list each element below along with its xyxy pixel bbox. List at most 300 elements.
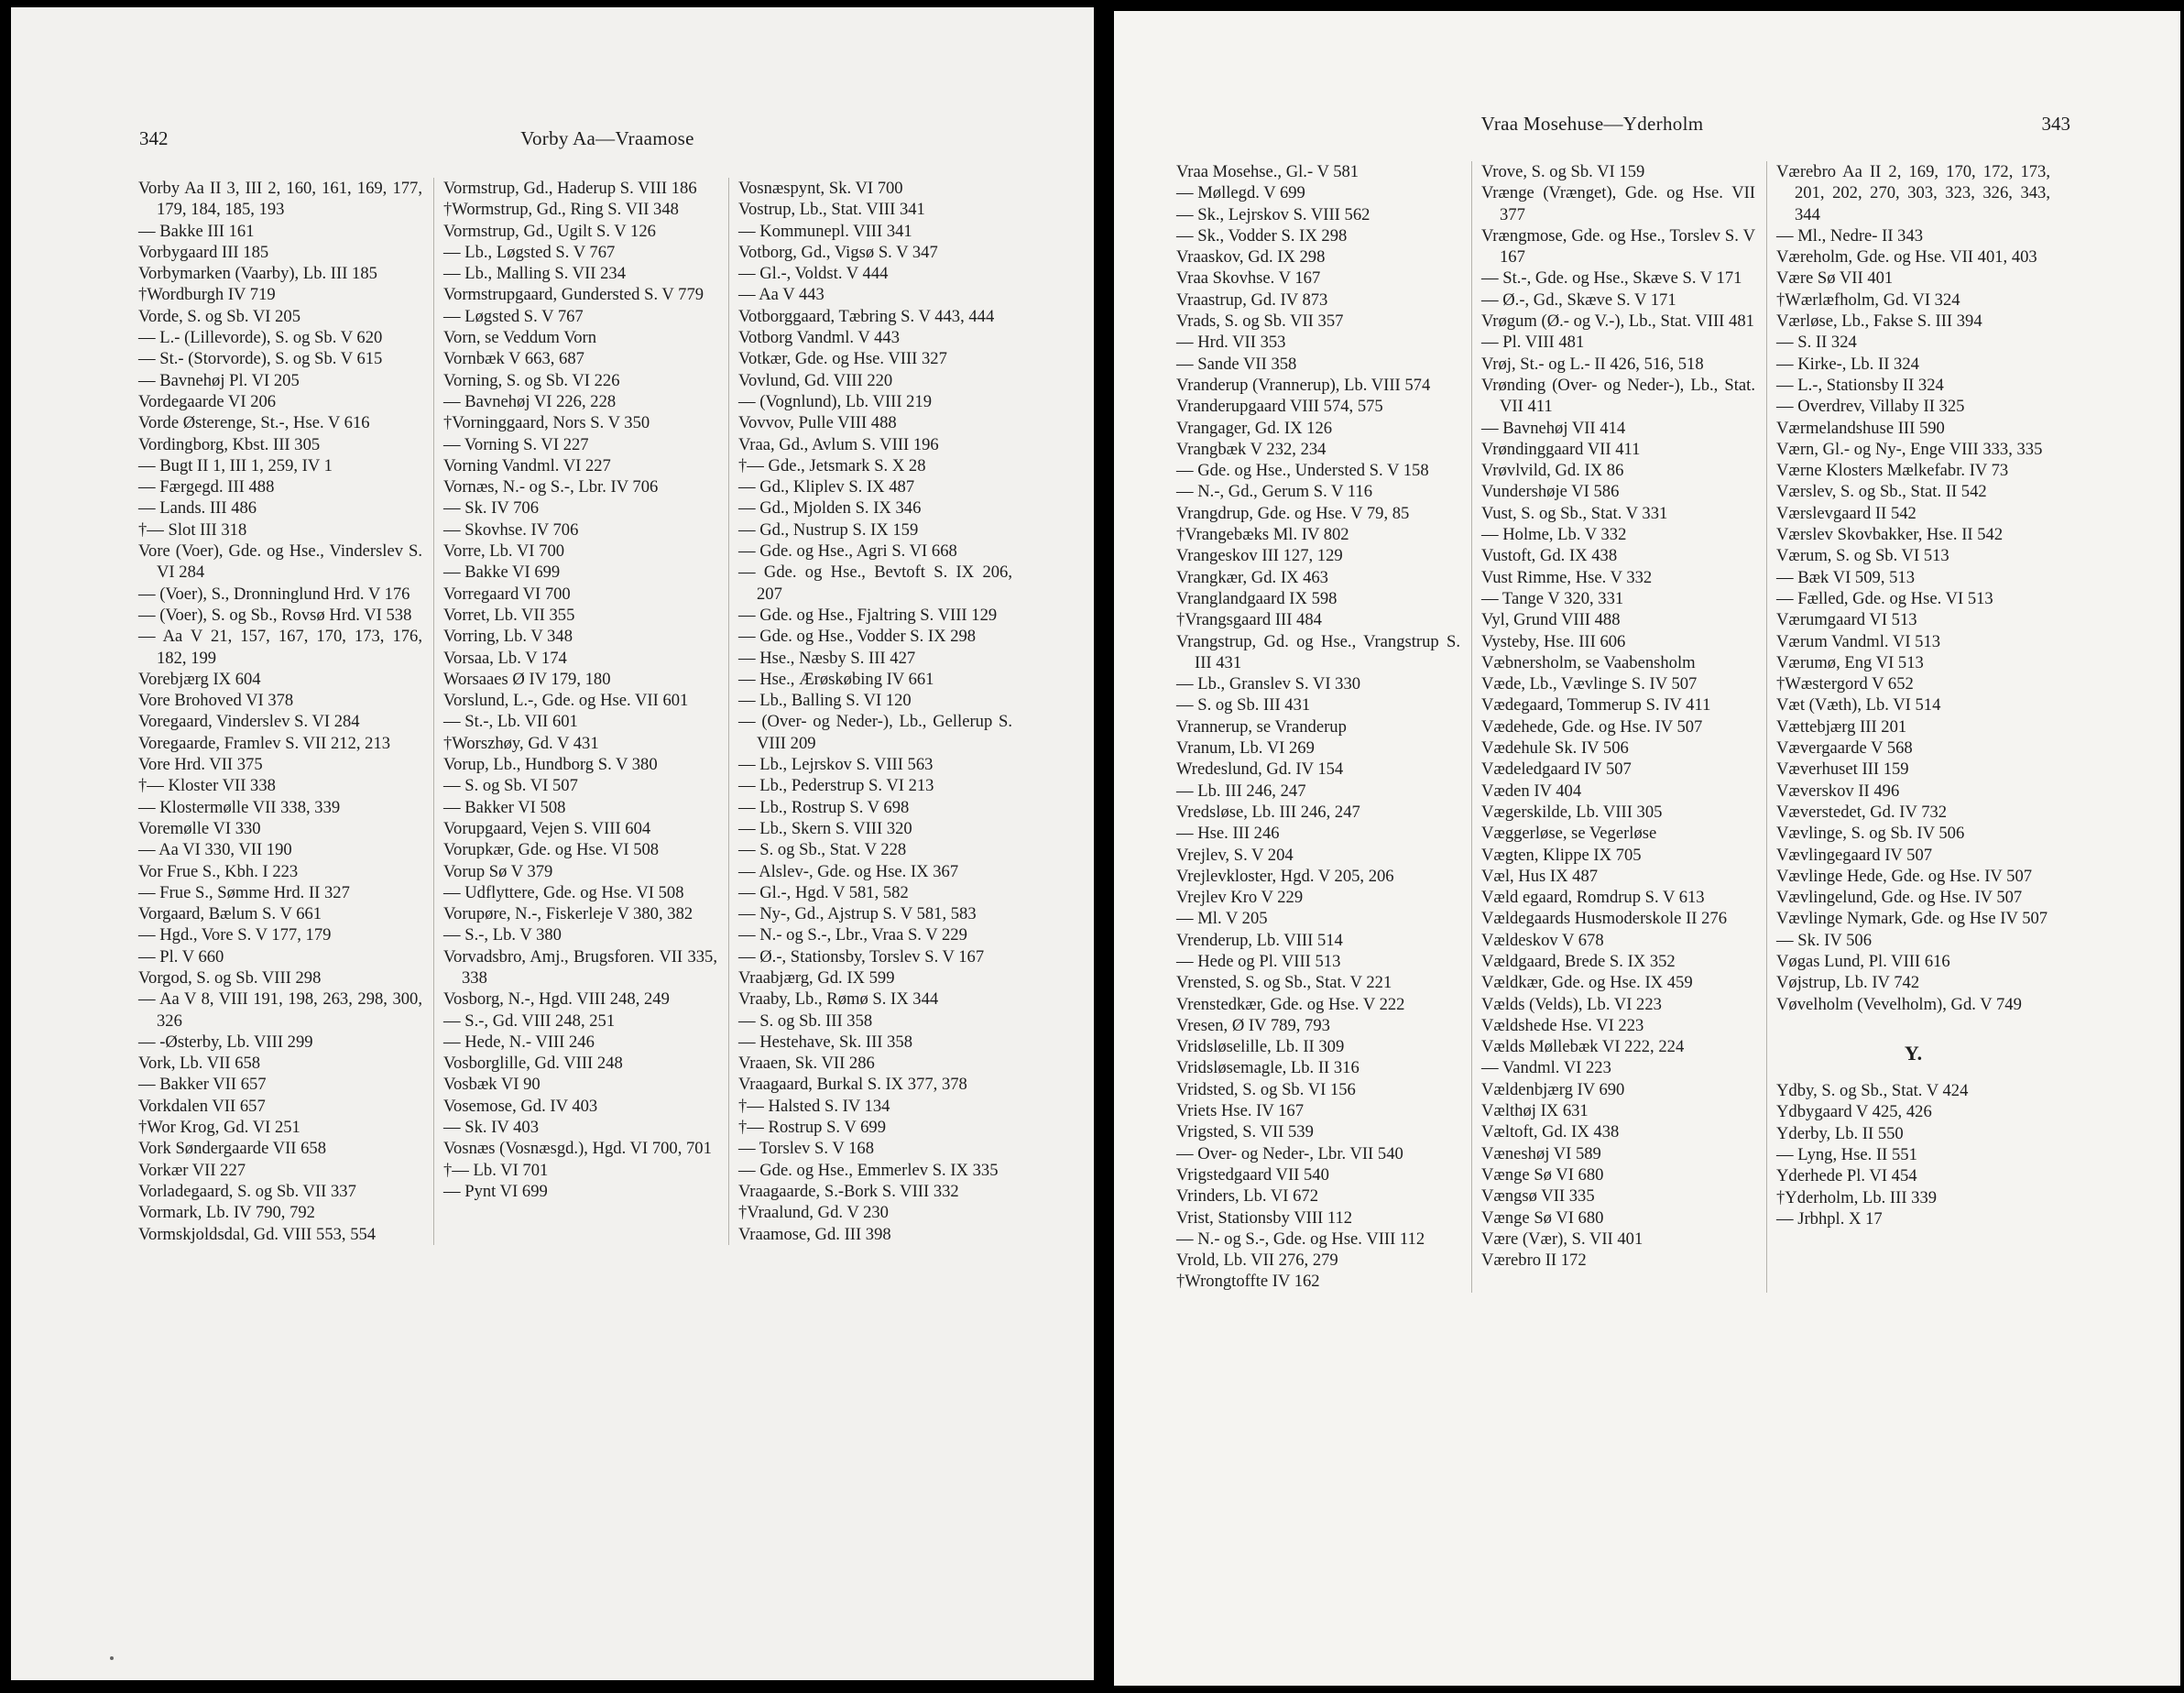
index-entry: Vævergaarde V 568 — [1776, 738, 1913, 759]
index-entry: — (Voer), S., Dronninglund Hrd. V 176 — [138, 584, 410, 604]
index-entry: Vrinders, Lb. VI 672 — [1176, 1186, 1319, 1207]
index-entry: — Lb., Pederstrup S. VI 213 — [738, 776, 934, 796]
index-entry: Vosnæs (Vosnæsgd.), Hgd. VI 700, 701 — [443, 1139, 712, 1159]
index-entry: Værebro II 172 — [1481, 1251, 1587, 1271]
running-title: Vorby Aa—Vraamose — [520, 127, 694, 149]
index-entry: Vrøgum (Ø.- og V.-), Lb., Stat. VIII 481 — [1481, 311, 1754, 332]
index-entry: Væld egaard, Romdrup S. V 613 — [1481, 888, 1705, 908]
index-entry: Vorning, S. og Sb. VI 226 — [443, 370, 620, 390]
index-entry: Ydbygaard V 425, 426 — [1776, 1102, 1932, 1122]
index-entry: — Gd., Mjolden S. IX 346 — [738, 498, 922, 519]
index-entry: Vrigstedgaard VII 540 — [1176, 1164, 1329, 1185]
index-entry: Væt (Væth), Lb. VI 514 — [1776, 695, 1941, 715]
index-entry: Væverskov II 496 — [1776, 781, 1900, 801]
index-entry: Vævlingelund, Gde. og Hse. IV 507 — [1776, 888, 2023, 908]
index-column — [1471, 161, 1761, 1293]
index-entry: Vorslund, L.-, Gde. og Hse. VII 601 — [443, 691, 689, 711]
index-entry: — Holme, Lb. V 332 — [1481, 525, 1627, 545]
index-entry: Vøvelholm (Vevelholm), Gd. V 749 — [1776, 994, 2022, 1014]
index-entry: — Lb., Rostrup S. V 698 — [738, 797, 910, 817]
index-entry: — Frue S., Sømme Hrd. II 327 — [138, 882, 350, 902]
index-entry: — (Vognlund), Lb. VIII 219 — [738, 391, 933, 411]
index-entry: Vrøndinggaard VII 411 — [1481, 439, 1641, 459]
index-entry: Væbnersholm, se Vaabensholm — [1481, 652, 1696, 672]
index-entry: — S. og Sb. III 358 — [738, 1010, 873, 1031]
index-entry: Vægten, Klippe IX 705 — [1481, 845, 1642, 865]
index-entry: Værslev, S. og Sb., Stat. II 542 — [1776, 482, 1987, 502]
index-entry: Vrøvlvild, Gd. IX 86 — [1481, 461, 1624, 481]
index-entry: — Lb., Lejrskov S. VIII 563 — [738, 755, 934, 775]
index-entry: Vresen, Ø IV 789, 793 — [1176, 1015, 1330, 1035]
index-entry: Være (Vær), S. VII 401 — [1481, 1229, 1643, 1249]
index-entry: — Bakker VII 657 — [138, 1075, 267, 1095]
index-entry: Vorret, Lb. VII 355 — [443, 605, 575, 625]
index-entry: Vranglandgaard IX 598 — [1176, 588, 1338, 608]
index-entry: Vøgas Lund, Pl. VIII 616 — [1776, 951, 1950, 971]
index-entry: — Lb., Løgsted S. V 767 — [443, 242, 616, 262]
index-entry: — Lb., Granslev S. VI 330 — [1176, 674, 1361, 694]
index-entry: Votborg, Gd., Vigsø S. V 347 — [738, 242, 938, 262]
index-entry: Værslev Skovbakker, Hse. II 542 — [1776, 525, 2004, 545]
index-entry: — Hse. III 246 — [1176, 824, 1280, 844]
index-entry: †Vraalund, Gd. V 230 — [738, 1203, 889, 1223]
index-entry: †— Rostrup S. V 699 — [738, 1118, 887, 1138]
index-entry: Vridsted, S. og Sb. VI 156 — [1176, 1079, 1356, 1099]
index-entry: Vore Hrd. VII 375 — [138, 755, 263, 775]
index-entry: — Gl.-, Voldst. V 444 — [738, 264, 889, 284]
index-entry: — Pynt VI 699 — [443, 1181, 548, 1201]
index-entry: Vorning Vandml. VI 227 — [443, 455, 611, 475]
index-entry: Vrannerup, se Vranderup — [1176, 716, 1347, 737]
index-entry: †Worszhøy, Gd. V 431 — [443, 733, 599, 753]
index-entry: — Lb. III 246, 247 — [1176, 781, 1306, 801]
index-entry: Yderhede Pl. VI 454 — [1776, 1166, 1917, 1186]
index-entry: — Bakke III 161 — [138, 221, 255, 241]
index-entry: Vælthøj IX 631 — [1481, 1101, 1589, 1121]
index-columns — [1176, 161, 2056, 1293]
index-entry: Vævlingegaard IV 507 — [1776, 845, 1933, 865]
index-entry: Vædegaard, Tommerup S. IV 411 — [1481, 695, 1711, 715]
index-entry: — Ml. V 205 — [1176, 909, 1268, 929]
index-entry: Væltoft, Gd. IX 438 — [1481, 1122, 1620, 1142]
index-entry: Værn, Gl.- og Ny-, Enge VIII 333, 335 — [1776, 439, 2043, 459]
index-entry: Vorregaard VI 700 — [443, 584, 571, 604]
index-entry: — Hede, N.- VIII 246 — [443, 1032, 595, 1052]
index-entry: Vorupkær, Gde. og Hse. VI 508 — [443, 840, 660, 860]
index-entry: Vædehede, Gde. og Hse. IV 507 — [1481, 716, 1703, 737]
index-entry: Vorbygaard III 185 — [138, 242, 269, 262]
index-columns — [138, 178, 1018, 1245]
index-entry: Yderby, Lb. II 550 — [1776, 1123, 1904, 1143]
index-entry: Vraaen, Sk. VII 286 — [738, 1054, 875, 1074]
index-entry: Vrenderup, Lb. VIII 514 — [1176, 930, 1343, 950]
index-entry: †— Slot III 318 — [138, 519, 247, 540]
index-entry: — Aa VI 330, VII 190 — [138, 840, 292, 860]
index-entry: — S.-, Gd. VIII 248, 251 — [443, 1010, 616, 1031]
index-entry: — Alslev-, Gde. og Hse. IX 367 — [738, 861, 959, 881]
index-entry: Vorbymarken (Vaarby), Lb. III 185 — [138, 264, 377, 284]
index-entry: — Bavnehøj VII 414 — [1481, 418, 1626, 438]
index-entry: Vædeledgaard IV 507 — [1481, 759, 1632, 780]
index-entry: Vosnæspynt, Sk. VI 700 — [738, 179, 903, 198]
index-entry: Votkær, Gde. og Hse. VIII 327 — [738, 349, 947, 369]
index-entry: — Aa V 21, 157, 167, 170, 173, 176, 182, 199 — [138, 627, 422, 668]
index-entry: Vrove, S. og Sb. VI 159 — [1481, 162, 1645, 181]
index-entry: — Torslev S. V 168 — [738, 1139, 874, 1159]
paper-speck — [110, 1656, 114, 1660]
index-entry: — N.-, Gd., Gerum S. V 116 — [1176, 482, 1373, 502]
index-entry: Vælds Møllebæk VI 222, 224 — [1481, 1037, 1685, 1057]
running-head — [1114, 110, 2180, 137]
index-entry: Wredeslund, Gd. IV 154 — [1176, 759, 1344, 780]
index-entry: — S.-, Lb. V 380 — [443, 925, 562, 945]
index-entry: — Gde. og Hse., Bevtoft S. IX 206, 207 — [738, 563, 1012, 604]
index-entry: Vredsløse, Lb. III 246, 247 — [1176, 802, 1360, 822]
index-entry: — Bavnehøj VI 226, 228 — [443, 391, 617, 411]
index-entry: Vosbæk VI 90 — [443, 1075, 541, 1095]
index-entry: — Hse., Ærøskøbing IV 661 — [738, 669, 934, 689]
index-entry: Væreholm, Gde. og Hse. VII 401, 403 — [1776, 247, 2037, 268]
index-entry: Vorn, se Veddum Vorn — [443, 328, 597, 348]
index-column — [433, 178, 723, 1245]
index-entry: — Sk. IV 506 — [1776, 930, 1872, 950]
index-entry: Vranderup (Vrannerup), Lb. VIII 574 — [1176, 375, 1431, 395]
index-entry: Vorladegaard, S. og Sb. VII 337 — [138, 1181, 356, 1201]
index-entry: — Sk., Lejrskov S. VIII 562 — [1176, 204, 1370, 224]
index-entry: Voremølle VI 330 — [138, 818, 261, 838]
index-entry: †Vrangebæks Ml. IV 802 — [1176, 525, 1349, 545]
index-entry: Væverhuset III 159 — [1776, 759, 1909, 780]
index-entry: Vævlinge Nymark, Gde. og Hse IV 507 — [1776, 909, 2048, 929]
index-entry: — Aa V 8, VIII 191, 198, 263, 298, 300, 326 — [138, 989, 422, 1031]
index-entry: Vraamose, Gd. III 398 — [738, 1224, 891, 1244]
index-entry: Vraagaard, Burkal S. IX 377, 378 — [738, 1075, 967, 1095]
index-entry: Vrejlev Kro V 229 — [1176, 888, 1304, 908]
index-entry: — N.- og S.-, Lbr., Vraa S. V 229 — [738, 925, 967, 945]
index-entry: Væde, Lb., Vævlinge S. IV 507 — [1481, 674, 1698, 694]
index-entry: Vrangdrup, Gde. og Hse. V 79, 85 — [1176, 503, 1410, 523]
index-entry: — L.- (Lillevorde), S. og Sb. V 620 — [138, 328, 383, 348]
index-entry: — Sk. IV 403 — [443, 1118, 539, 1138]
index-entry: — Gde. og Hse., Understed S. V 158 — [1176, 461, 1429, 481]
section-letter: Y. — [1904, 1041, 1923, 1065]
index-entry: †Wor Krog, Gd. VI 251 — [138, 1118, 300, 1138]
index-entry: Vættebjærg III 201 — [1776, 716, 1907, 737]
index-entry: Vrold, Lb. VII 276, 279 — [1176, 1251, 1338, 1271]
index-entry: Vormark, Lb. IV 790, 792 — [138, 1203, 315, 1223]
index-entry: — (Over- og Neder-), Lb., Gellerup S. VIII 209 — [738, 712, 1012, 753]
index-entry: Votborg Vandml. V 443 — [738, 328, 900, 348]
index-entry: Vridsløsemagle, Lb. II 316 — [1176, 1058, 1360, 1078]
index-entry: Værne Klosters Mælkefabr. IV 73 — [1776, 461, 2009, 481]
index-entry: Vovlund, Gd. VIII 220 — [738, 370, 893, 390]
index-entry: Vrængmose, Gde. og Hse., Torslev S. V 167 — [1481, 225, 1755, 268]
index-entry: Vrangstrup, Gd. og Hse., Vrangstrup S. III 431 — [1176, 631, 1460, 672]
index-entry: Vordingborg, Kbst. III 305 — [138, 434, 321, 454]
index-entry: — Bugt II 1, III 1, 259, IV 1 — [138, 455, 333, 475]
index-entry: — Tange V 320, 331 — [1481, 588, 1624, 608]
index-entry: — Bæk VI 509, 513 — [1776, 567, 1916, 587]
index-entry: Værløse, Lb., Fakse S. III 394 — [1776, 311, 1982, 332]
index-entry: Værum, S. og Sb. VI 513 — [1776, 546, 1949, 566]
index-entry: Vøjstrup, Lb. IV 742 — [1776, 973, 1920, 993]
index-entry: — Gde. og Hse., Emmerlev S. IX 335 — [738, 1160, 999, 1180]
index-entry: Vraagaarde, S.-Bork S. VIII 332 — [738, 1181, 959, 1201]
index-entry: Vorkdalen VII 657 — [138, 1096, 266, 1116]
index-entry: — Lb., Skern S. VIII 320 — [738, 818, 912, 838]
page-number: 342 — [139, 127, 169, 149]
index-entry: Værebro Aa II 2, 169, 170, 172, 173, 201, 202, 270, 303, 323, 326, 343, 344 — [1776, 162, 2050, 224]
index-entry: Vænge Sø VI 680 — [1481, 1207, 1604, 1228]
index-entry: — Gde. og Hse., Vodder S. IX 298 — [738, 627, 977, 647]
index-entry: Vorde Østerenge, St.-, Hse. V 616 — [138, 413, 370, 433]
index-entry: Vraastrup, Gd. IV 873 — [1176, 289, 1328, 310]
index-entry: Vrensted, S. og Sb., Stat. V 221 — [1176, 973, 1392, 993]
running-title: Vraa Mosehuse—Yderholm — [1480, 113, 1704, 135]
index-entry: Væneshøj VI 589 — [1481, 1143, 1601, 1163]
index-entry: — S. og Sb., Stat. V 228 — [738, 840, 907, 860]
index-entry: — Hestehave, Sk. III 358 — [738, 1032, 913, 1052]
index-entry: Vorupgaard, Vejen S. VIII 604 — [443, 818, 651, 838]
index-entry: Vænge Sø VI 680 — [1481, 1164, 1604, 1185]
index-entry: — Bakke VI 699 — [443, 563, 561, 583]
index-entry: — Vorning S. VI 227 — [443, 434, 589, 454]
index-entry: Værslevgaard II 542 — [1776, 503, 1916, 523]
index-entry: Vrangkær, Gd. IX 463 — [1176, 567, 1328, 587]
left-page — [11, 7, 1094, 1680]
index-entry: — Pl. VIII 481 — [1481, 333, 1585, 353]
index-entry: †— Gde., Jetsmark S. X 28 — [738, 455, 926, 475]
index-entry: — Fælled, Gde. og Hse. VI 513 — [1776, 588, 1993, 608]
index-entry: — Møllegd. V 699 — [1176, 183, 1305, 203]
index-entry: — S. og Sb. VI 507 — [443, 776, 578, 796]
index-entry: Væl, Hus IX 487 — [1481, 866, 1599, 886]
index-entry: Vraa, Gd., Avlum S. VIII 196 — [738, 434, 939, 454]
index-entry: Vork, Lb. VII 658 — [138, 1054, 261, 1074]
index-entry: Vævlinge Hede, Gde. og Hse. IV 507 — [1776, 866, 2033, 886]
index-entry: — Overdrev, Villaby II 325 — [1776, 397, 1965, 417]
index-entry: †— Kloster VII 338 — [138, 776, 276, 796]
index-entry: †Wordburgh IV 719 — [138, 285, 276, 305]
index-entry: †Wærlæfholm, Gd. VI 324 — [1776, 289, 1960, 310]
index-entry: Vældenbjærg IV 690 — [1481, 1079, 1625, 1099]
index-entry: †— Halsted S. IV 134 — [738, 1096, 890, 1116]
index-entry: — Gd., Nustrup S. IX 159 — [738, 519, 919, 540]
index-entry: Vraabjærg, Gd. IX 599 — [738, 967, 895, 988]
index-entry: Vordegaarde VI 206 — [138, 391, 277, 411]
index-entry: Ydby, S. og Sb., Stat. V 424 — [1776, 1081, 1969, 1101]
index-column — [1766, 161, 2056, 1293]
index-entry: Vægerskilde, Lb. VIII 305 — [1481, 802, 1663, 822]
index-entry: Vrønding (Over- og Neder-), Lb., Stat. VII 411 — [1481, 375, 1755, 417]
index-entry: Vor Frue S., Kbh. I 223 — [138, 861, 299, 881]
index-entry: — Hrd. VII 353 — [1176, 333, 1286, 353]
index-entry: — St.-, Gde. og Hse., Skæve S. V 171 — [1481, 268, 1742, 289]
index-entry: — Ml., Nedre- II 343 — [1776, 225, 1924, 246]
index-entry: Vorring, Lb. V 348 — [443, 627, 573, 647]
index-entry: Væggerløse, se Vegerløse — [1481, 824, 1657, 844]
index-entry: Vældshede Hse. VI 223 — [1481, 1015, 1644, 1035]
index-entry: †Wrongtoffte IV 162 — [1176, 1272, 1320, 1292]
index-entry: Vysteby, Hse. III 606 — [1481, 631, 1626, 651]
index-entry: Voregaard, Vinderslev S. VI 284 — [138, 712, 360, 732]
index-entry: Vranum, Lb. VI 269 — [1176, 738, 1315, 759]
index-entry: Vraa Mosehse., Gl.- V 581 — [1176, 162, 1360, 181]
index-entry: Vælds (Velds), Lb. VI 223 — [1481, 994, 1662, 1014]
index-entry: Vridsløselille, Lb. II 309 — [1176, 1037, 1345, 1057]
index-entry: Vundershøje VI 586 — [1481, 482, 1620, 502]
index-entry: †Yderholm, Lb. III 339 — [1776, 1187, 1938, 1207]
index-entry: — Ø.-, Gd., Skæve S. V 171 — [1481, 289, 1676, 310]
index-entry: Vængsø VII 335 — [1481, 1186, 1595, 1207]
index-entry: Vustoft, Gd. IX 438 — [1481, 546, 1618, 566]
index-entry: Vork Søndergaarde VII 658 — [138, 1139, 327, 1159]
index-entry: — N.- og S.-, Gde. og Hse. VIII 112 — [1176, 1229, 1425, 1249]
index-entry: — Kommunepl. VIII 341 — [738, 221, 912, 241]
index-entry: Vostrup, Lb., Stat. VIII 341 — [738, 200, 925, 220]
index-entry: Vrangeskov III 127, 129 — [1176, 546, 1343, 566]
index-entry: Vust, S. og Sb., Stat. V 331 — [1481, 503, 1668, 523]
index-entry: Vore (Voer), Gde. og Hse., Vinderslev S. VI 284 — [138, 541, 422, 583]
index-entry: Værmelandshuse III 590 — [1776, 418, 1945, 438]
index-entry: — Skovhse. IV 706 — [443, 519, 579, 540]
index-entry: — Klostermølle VII 338, 339 — [138, 797, 341, 817]
index-column — [1176, 161, 1466, 1293]
index-entry: — Hede og Pl. VIII 513 — [1176, 951, 1341, 971]
index-entry: — -Østerby, Lb. VIII 299 — [138, 1032, 313, 1052]
index-entry: Vyl, Grund VIII 488 — [1481, 610, 1621, 630]
index-entry: Vrenstedkær, Gde. og Hse. V 222 — [1176, 994, 1405, 1014]
index-entry: Vrads, S. og Sb. VII 357 — [1176, 311, 1344, 332]
index-entry: — Jrbhpl. X 17 — [1776, 1208, 1883, 1229]
index-entry: — Kirke-, Lb. II 324 — [1776, 354, 1919, 374]
index-entry: Vrangager, Gd. IX 126 — [1176, 418, 1333, 438]
index-entry: — Lb., Balling S. VI 120 — [738, 691, 912, 711]
index-entry: Vrejlev, S. V 204 — [1176, 845, 1294, 865]
index-entry: Vraaskov, Gd. IX 298 — [1176, 247, 1326, 268]
index-entry: — Pl. V 660 — [138, 946, 224, 967]
section-entries — [1776, 1080, 2050, 1229]
index-entry: — Udflyttere, Gde. og Hse. VI 508 — [443, 882, 684, 902]
index-entry: — (Voer), S. og Sb., Rovsø Hrd. VI 538 — [138, 605, 412, 625]
index-entry: — Færgegd. III 488 — [138, 477, 275, 497]
index-entry: Vorvadsbro, Amj., Brugsforen. VII 335, 338 — [443, 946, 717, 988]
index-entry: — S. II 324 — [1776, 333, 1857, 353]
index-entry: — Sk., Vodder S. IX 298 — [1176, 225, 1348, 246]
index-entry: Vorre, Lb. VI 700 — [443, 541, 565, 562]
running-head — [11, 125, 1094, 152]
index-entry: — Lb., Malling S. VII 234 — [443, 264, 627, 284]
index-entry: — Sk. IV 706 — [443, 498, 539, 519]
index-entry: Vorgod, S. og Sb. VIII 298 — [138, 967, 322, 988]
index-entry: Votborggaard, Tæbring S. V 443, 444 — [738, 306, 995, 326]
index-entry: Vormstrupgaard, Gundersted S. V 779 — [443, 285, 704, 305]
index-entry: Vust Rimme, Hse. V 332 — [1481, 567, 1653, 587]
index-entry: Vorde, S. og Sb. VI 205 — [138, 306, 301, 326]
index-entry: — Aa V 443 — [738, 285, 824, 305]
right-page — [1114, 11, 2180, 1686]
index-entry: Vældkær, Gde. og Hse. IX 459 — [1481, 973, 1693, 993]
index-entry: Vrænge (Vrænget), Gde. og Hse. VII 377 — [1481, 183, 1755, 224]
index-entry: †Vorninggaard, Nors S. V 350 — [443, 413, 650, 433]
index-entry: — Gde. og Hse., Fjaltring S. VIII 129 — [738, 605, 998, 625]
index-entry: Vore Brohoved VI 378 — [138, 691, 294, 711]
index-entry: Vorby Aa II 3, III 2, 160, 161, 169, 177, 179, 184, 185, 193 — [138, 179, 422, 220]
index-entry: Vosemose, Gd. IV 403 — [443, 1096, 598, 1116]
index-entry: — Gd., Kliplev S. IX 487 — [738, 477, 915, 497]
index-entry: — Hse., Næsby S. III 427 — [738, 648, 916, 668]
index-entry: Vorsaa, Lb. V 174 — [443, 648, 567, 668]
index-entry: — Sande VII 358 — [1176, 354, 1297, 374]
index-column-entries — [1776, 161, 2050, 1015]
index-entry: Vældegaards Husmoderskole II 276 — [1481, 909, 1728, 929]
index-entry: Være Sø VII 401 — [1776, 268, 1894, 289]
index-entry: Væden IV 404 — [1481, 781, 1582, 801]
index-entry: Vrist, Stationsby VIII 112 — [1176, 1207, 1353, 1228]
index-entry: Væverstedet, Gd. IV 732 — [1776, 802, 1948, 822]
index-column — [728, 178, 1018, 1245]
index-entry: Vornbæk V 663, 687 — [443, 349, 584, 369]
index-entry: — Hgd., Vore S. V 177, 179 — [138, 925, 332, 945]
index-entry: — Ny-, Gd., Ajstrup S. V 581, 583 — [738, 904, 977, 924]
index-entry: Vældeskov V 678 — [1481, 930, 1604, 950]
index-entry: †Vrangsgaard III 484 — [1176, 610, 1322, 630]
index-entry: Vriets Hse. IV 167 — [1176, 1101, 1305, 1121]
index-entry: Voregaarde, Framlev S. VII 212, 213 — [138, 733, 391, 753]
index-entry: — Over- og Neder-, Lbr. VII 540 — [1176, 1143, 1403, 1163]
index-entry: Vrangbæk V 232, 234 — [1176, 439, 1327, 459]
index-entry: Værumø, Eng VI 513 — [1776, 652, 1924, 672]
index-entry: Vrejlevkloster, Hgd. V 205, 206 — [1176, 866, 1394, 886]
index-column — [138, 178, 428, 1245]
index-entry: — Gde. og Hse., Agri S. VI 668 — [738, 541, 957, 562]
index-entry: †Wormstrup, Gd., Ring S. VII 348 — [443, 200, 679, 220]
index-entry: Vranderupgaard VIII 574, 575 — [1176, 397, 1383, 417]
index-entry: — Bavnehøj Pl. VI 205 — [138, 370, 300, 390]
index-entry: †Wæstergord V 652 — [1776, 674, 1914, 694]
index-entry: Vrigsted, S. VII 539 — [1176, 1122, 1314, 1142]
index-entry: Vorupøre, N.-, Fiskerleje V 380, 382 — [443, 904, 693, 924]
index-entry: Vorebjærg IX 604 — [138, 669, 261, 689]
page-number: 343 — [2041, 113, 2070, 135]
index-entry: — S. og Sb. III 431 — [1176, 695, 1311, 715]
index-entry: — St.-, Lb. VII 601 — [443, 712, 578, 732]
index-entry: Vorup, Lb., Hundborg S. V 380 — [443, 755, 658, 775]
index-entry: Vorup Sø V 379 — [443, 861, 553, 881]
index-entry: Vosborg, N.-, Hgd. VIII 248, 249 — [443, 989, 670, 1010]
index-entry: Vorkær VII 227 — [138, 1160, 246, 1180]
index-entry: †— Lb. VI 701 — [443, 1160, 549, 1180]
index-entry: — Ø.-, Stationsby, Torslev S. V 167 — [738, 946, 985, 967]
index-entry: — Gl.-, Hgd. V 581, 582 — [738, 882, 909, 902]
index-entry: Vormstrup, Gd., Haderup S. VIII 186 — [443, 179, 697, 198]
index-entry: Vorgaard, Bælum S. V 661 — [138, 904, 322, 924]
index-entry: — Lands. III 486 — [138, 498, 257, 519]
index-entry: — Løgsted S. V 767 — [443, 306, 584, 326]
index-entry: Værum Vandml. VI 513 — [1776, 631, 1941, 651]
index-entry: Vraa Skovhse. V 167 — [1176, 268, 1321, 289]
index-entry: — L.-, Stationsby II 324 — [1776, 375, 1944, 395]
index-entry: Vosborglille, Gd. VIII 248 — [443, 1054, 623, 1074]
index-entry: Vældgaard, Brede S. IX 352 — [1481, 951, 1676, 971]
index-entry: Vædehule Sk. IV 506 — [1481, 738, 1629, 759]
index-entry: Vormstrup, Gd., Ugilt S. V 126 — [443, 221, 656, 241]
index-entry: Værumgaard VI 513 — [1776, 610, 1917, 630]
index-entry: Vornæs, N.- og S.-, Lbr. IV 706 — [443, 477, 659, 497]
index-entry: — St.- (Storvorde), S. og Sb. V 615 — [138, 349, 383, 369]
index-entry: — Bakker VI 508 — [443, 797, 566, 817]
index-entry: Vrøj, St.- og L.- II 426, 516, 518 — [1481, 354, 1704, 374]
